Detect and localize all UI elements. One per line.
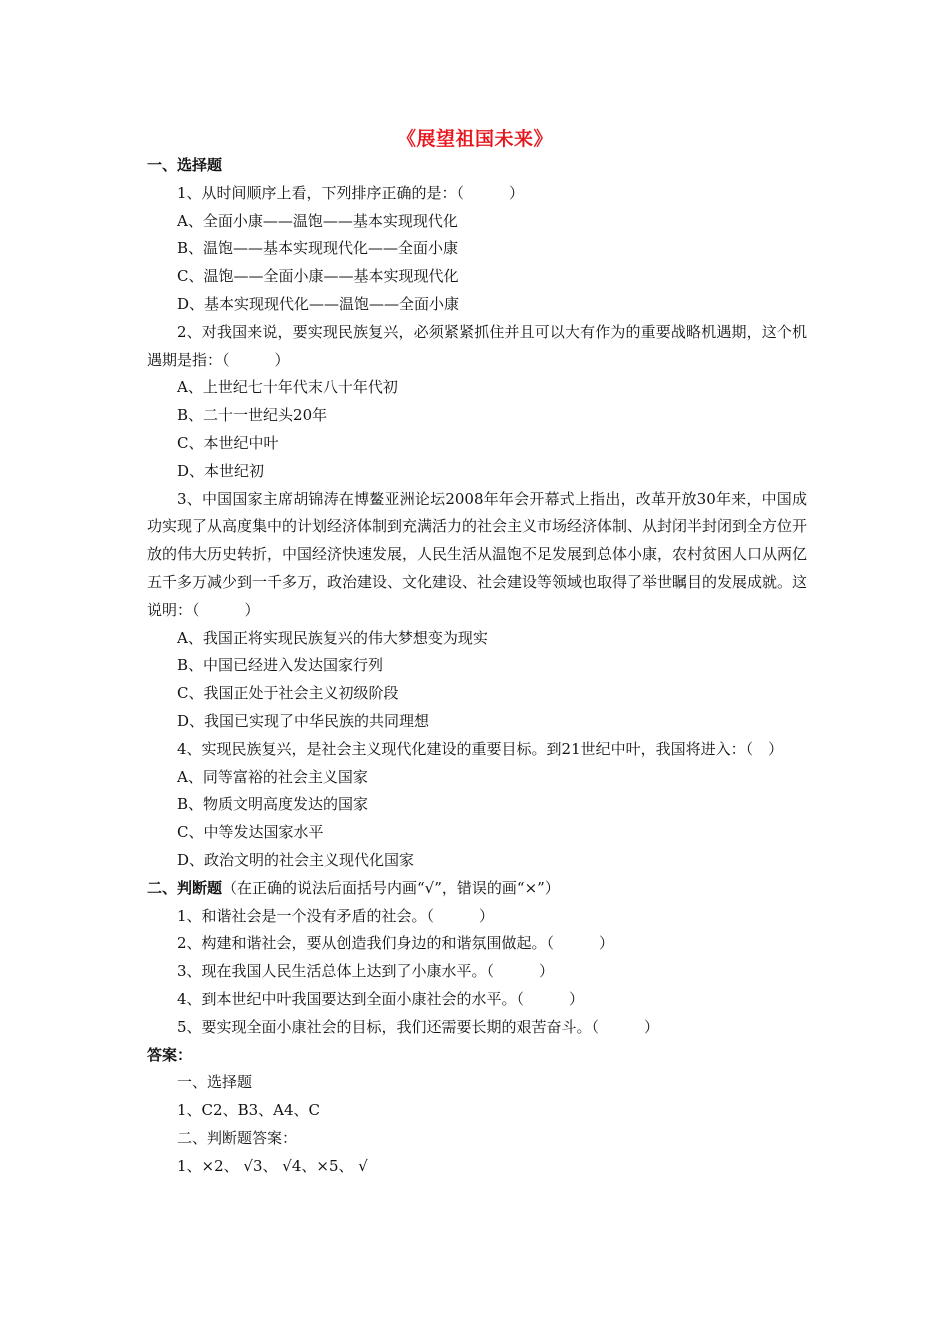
judge-item-5: 5、要实现全面小康社会的目标，我们还需要长期的艰苦奋斗。（ ） — [177, 1017, 660, 1036]
option-a: A、全面小康——温饱——基本实现现代化 — [177, 211, 458, 230]
section-heading-choice: 一、选择题 — [147, 156, 223, 174]
option-b: B、二十一世纪头20年 — [177, 406, 328, 425]
section-note: （在正确的说法后面括号内画“√”，错误的画“×”） — [222, 878, 560, 897]
answers-section-judge: 二、判断题答案： — [177, 1128, 298, 1147]
option-c: C、温饱——全面小康——基本实现现代化 — [177, 267, 459, 286]
question-3 — [147, 486, 807, 736]
answers-heading: 答案： — [147, 1045, 193, 1064]
option-d: D、本世纪初 — [177, 461, 265, 480]
answers-choice-values: 1、C2、B3、A4、C — [177, 1101, 320, 1120]
option-b: B、温饱——基本实现现代化——全面小康 — [177, 239, 459, 258]
option-a: A、我国正将实现民族复兴的伟大梦想变为现实 — [177, 628, 488, 647]
judge-item-2: 2、构建和谐社会，要从创造我们身边的和谐氛围做起。（ ） — [177, 934, 615, 953]
option-a: A、同等富裕的社会主义国家 — [177, 767, 368, 786]
document-title: 《展望祖国未来》 — [396, 128, 553, 150]
answers-judge-values: 1、×2、 √3、 √4、×5、 √ — [177, 1156, 368, 1175]
question-stem: 3、中国国家主席胡锦涛在博鳌亚洲论坛2008年年会开幕式上指出，改革开放30年来，中国成功实现了从高度集中的计划经济体制到充满活力的社会主义市场经济体制、从封闭半封闭到全方位开放的伟大历史转折，中国经济快速发展，人民生活从温饱不足发展到总体小康，农村贫困人口从两亿五千多万减少到一千多万，政治建设、文化建设、社会建设等领域也取得了举世瞩目的发展成就。这说明：（ ） — [147, 489, 808, 619]
option-a: A、上世纪七十年代末八十年代初 — [177, 378, 398, 397]
question-4 — [147, 736, 807, 875]
option-d: D、政治文明的社会主义现代化国家 — [177, 850, 415, 869]
option-c: C、中等发达国家水平 — [177, 823, 324, 842]
question-stem: 1、从时间顺序上看，下列排序正确的是：（ ） — [177, 183, 525, 202]
option-c: C、我国正处于社会主义初级阶段 — [177, 684, 399, 703]
option-b: B、物质文明高度发达的国家 — [177, 795, 369, 814]
option-c: C、本世纪中叶 — [177, 433, 279, 452]
question-1 — [147, 180, 807, 319]
judge-item-1: 1、和谐社会是一个没有矛盾的社会。（ ） — [177, 906, 495, 925]
option-d: D、我国已实现了中华民族的共同理想 — [177, 711, 430, 730]
option-d: D、基本实现现代化——温饱——全面小康 — [177, 294, 460, 313]
section-heading-judge-row — [147, 875, 807, 903]
judge-item-4: 4、到本世纪中叶我国要达到全面小康社会的水平。（ ） — [177, 989, 585, 1008]
answers-section-choice: 一、选择题 — [177, 1073, 253, 1092]
judge-item-3: 3、现在我国人民生活总体上达到了小康水平。（ ） — [177, 962, 555, 981]
document-body — [147, 152, 807, 1180]
question-stem: 4、实现民族复兴，是社会主义现代化建设的重要目标。到21世纪中叶，我国将进入：（ ） — [177, 739, 784, 758]
question-stem: 2、对我国来说，要实现民族复兴，必须紧紧抓住并且可以大有作为的重要战略机遇期，这个机遇期是指：（ ） — [147, 322, 807, 369]
section-heading-judge: 二、判断题 — [147, 878, 223, 897]
option-b: B、中国已经进入发达国家行列 — [177, 656, 384, 675]
question-2 — [147, 319, 807, 486]
